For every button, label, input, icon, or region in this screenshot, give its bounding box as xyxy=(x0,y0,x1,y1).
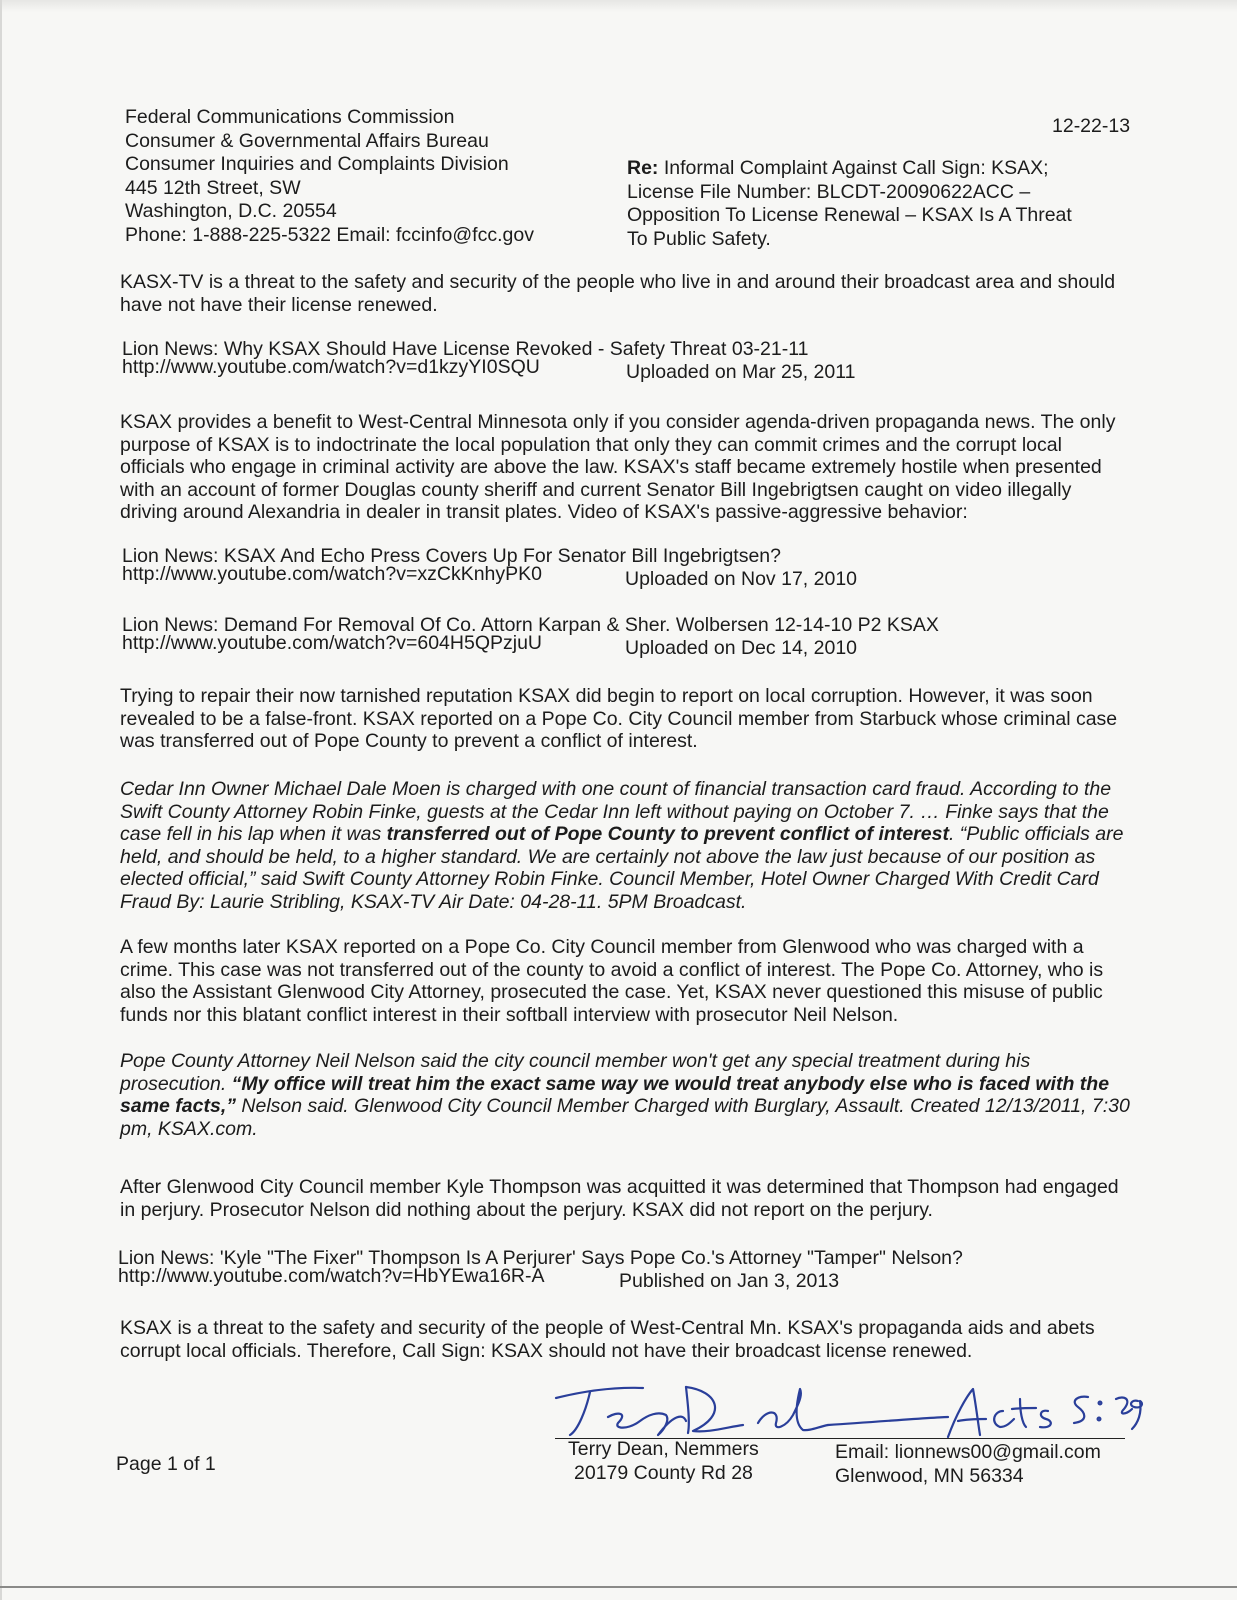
sender-name: Terry Dean, Nemmers xyxy=(568,1438,759,1460)
subject-line: License File Number: BLCDT-20090622ACC – xyxy=(627,180,1031,203)
recipient-address xyxy=(125,106,534,247)
address-line: Phone: 1-888-225-5322 Email: fccinfo@fcc.gov xyxy=(125,223,534,246)
sender-street: 20179 County Rd 28 xyxy=(574,1461,753,1484)
scan-edge-bottom xyxy=(0,1586,1237,1588)
subject-line: Re: Informal Complaint Against Call Sign: KSAX; xyxy=(627,157,1049,179)
video3-title: Lion News: Demand For Removal Of Co. Attorn Karpan & Sher. Wolbersen 12-14-10 P2 KSAX xyxy=(122,614,939,636)
address-line: Consumer & Governmental Affairs Bureau xyxy=(125,129,489,152)
quote-cedar-inn: Cedar Inn Owner Michael Dale Moen is charged with one count of financial transaction card fraud. According to the Swift County Attorney Robin Finke, guests at the Cedar Inn left without paying on October 7. … Finke says that the case fell in his lap when it was transferred out of Pope County to prevent conflict of interest. “Public officials are held, and should be held, to a higher standard. We are certainly not above the law just because of our position as elected official,” said Swift County Attorney Robin Finke. Council Member, Hotel Owner Charged With Credit Card Fraud By: Laurie Stribling, KSAX-TV Air Date: 04-28-11. 5PM Broadcast. xyxy=(120,778,1124,913)
paragraph-perjury: After Glenwood City Council member Kyle Thompson was acquitted it was determined that Thompson had engaged in perjury. Prosecutor Nelson did nothing about the perjury. KSAX did not report on the perjury. xyxy=(120,1176,1119,1221)
paragraph-conclusion: KSAX is a threat to the safety and security of the people of West-Central Mn. KSAX's propaganda aids and abets corrupt local officials. Therefore, Call Sign: KSAX should not have their broadcast license renewed. xyxy=(120,1317,1095,1362)
video2-uploaded: Uploaded on Nov 17, 2010 xyxy=(625,568,858,590)
video1-url[interactable]: http://www.youtube.com/watch?v=d1kzyYI0SQU xyxy=(122,356,540,378)
paragraph-propaganda: KSAX provides a benefit to West-Central Minnesota only if you consider agenda-driven propaganda news. The only purpose of KSAX is to indoctrinate the local population that only they can commit crimes and the corrupt local officials who engage in criminal activity are above the law. KSAX's staff became extremely hostile when presented with an account of former Douglas county sheriff and current Senator Bill Ingebrigtsen caught on video illegally driving around Alexandria in dealer in transit plates. Video of KSAX's passive-aggressive behavior: xyxy=(120,411,1116,523)
paragraph-false-front: Trying to repair their now tarnished reputation KSAX did begin to report on local corruption. However, it was soon revealed to be a false-front. KSAX reported on a Pope Co. City Council member from Starbuck whose criminal case was transferred out of Pope County to prevent a conflict of interest. xyxy=(120,685,1118,752)
subject-block xyxy=(627,157,1072,251)
subject-line: To Public Safety. xyxy=(627,227,771,250)
scan-edge-left xyxy=(0,0,2,1600)
sender-city: Glenwood, MN 56334 xyxy=(835,1464,1024,1487)
video3-url[interactable]: http://www.youtube.com/watch?v=604H5QPzjuU xyxy=(122,632,543,654)
paragraph-glenwood: A few months later KSAX reported on a Pope Co. City Council member from Glenwood who was charged with a crime. This case was not transferred out of the county to avoid a conflict of interest. The Pope Co. Attorney, who is also the Assistant Glenwood City Attorney, prosecuted the case. Yet, KSAX never questioned this misuse of public funds nor this blatant conflict interest in their softball interview with prosecutor Neil Nelson. xyxy=(120,936,1104,1026)
video1-uploaded: Uploaded on Mar 25, 2011 xyxy=(626,361,856,383)
quote-emphasis: “My office will treat him the exact same way we would treat anybody else who is faced with the same facts,” xyxy=(120,1072,1110,1117)
sender-contact-block xyxy=(835,1441,1101,1488)
video3-uploaded: Uploaded on Dec 14, 2010 xyxy=(625,637,858,659)
intro-paragraph: KASX-TV is a threat to the safety and security of the people who live in and around their broadcast area and should have not have their license renewed. xyxy=(120,271,1116,316)
page-number: Page 1 of 1 xyxy=(116,1453,216,1475)
quote-nelson: Pope County Attorney Neil Nelson said the city council member won't get any special treatment during his prosecution. “My office will treat him the exact same way we would treat anybody else who is faced with the same facts,” Nelson said. Glenwood City Council Member Charged with Burglary, Assault. Created 12/13/2011, 7:30 pm, KSAX.com. xyxy=(120,1050,1130,1140)
video4-published: Published on Jan 3, 2013 xyxy=(619,1270,840,1292)
video1-title: Lion News: Why KSAX Should Have License Revoked - Safety Threat 03-21-11 xyxy=(122,338,809,360)
sender-email[interactable]: Email: lionnews00@gmail.com xyxy=(835,1441,1101,1463)
address-line: 445 12th Street, SW xyxy=(125,176,301,199)
address-line: Consumer Inquiries and Complaints Division xyxy=(125,153,509,175)
quote-emphasis: transferred out of Pope County to prevent conflict of interest xyxy=(386,823,949,845)
video2-url[interactable]: http://www.youtube.com/watch?v=xzCkKnhyPK0 xyxy=(122,563,542,585)
address-line: Federal Communications Commission xyxy=(125,106,455,128)
video4-url[interactable]: http://www.youtube.com/watch?v=HbYEwa16R-A xyxy=(118,1265,545,1287)
video4-title: Lion News: 'Kyle "The Fixer" Thompson Is A Perjurer' Says Pope Co.'s Attorney "Tamper" Nelson? xyxy=(118,1247,963,1269)
sender-name-block xyxy=(568,1438,759,1485)
video2-title: Lion News: KSAX And Echo Press Covers Up For Senator Bill Ingebrigtsen? xyxy=(122,545,781,567)
letter-date: 12-22-13 xyxy=(1052,115,1131,137)
subject-label: Re: xyxy=(627,157,659,179)
address-line: Washington, D.C. 20554 xyxy=(125,200,337,222)
subject-line: Opposition To License Renewal – KSAX Is A Threat xyxy=(627,204,1072,226)
scan-edge-top xyxy=(0,0,1237,12)
